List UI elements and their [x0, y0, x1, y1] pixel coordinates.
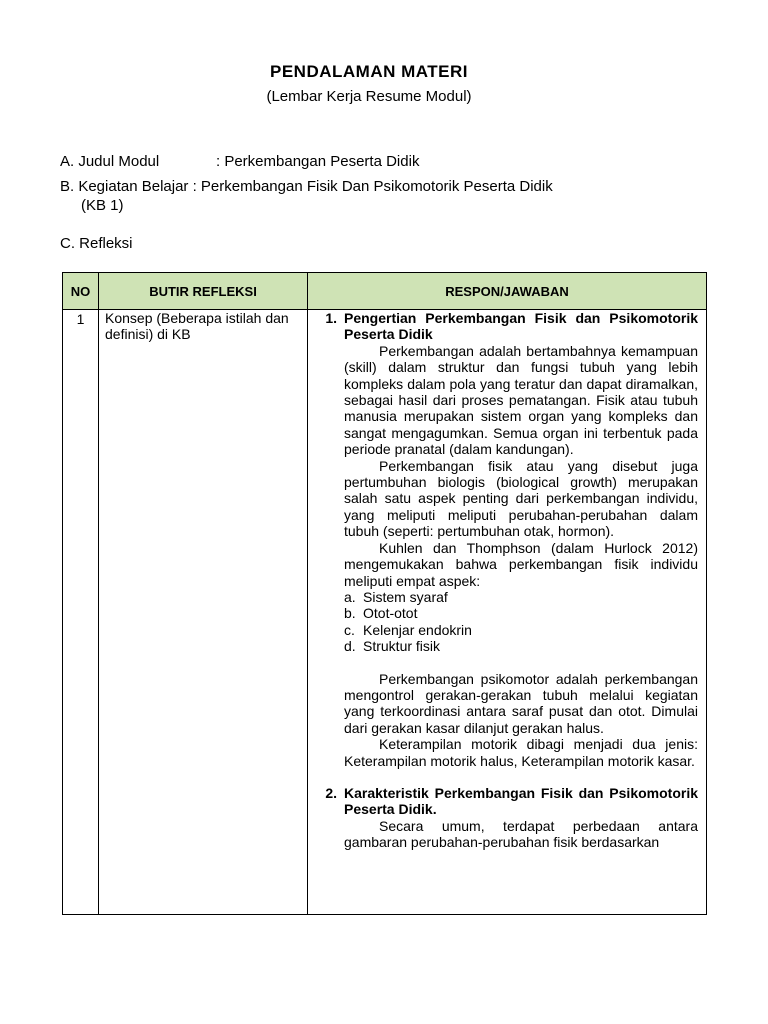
reflection-table [62, 272, 707, 915]
table-header-row [63, 273, 707, 310]
butir-refleksi-cell: Konsep (Beberapa istilah dan definisi) di KB [99, 310, 308, 915]
response-item [308, 785, 698, 851]
judul-modul-value: : Perkembangan Peserta Didik [216, 153, 420, 170]
judul-modul-label: A. Judul Modul [60, 153, 160, 170]
kegiatan-belajar-label: B. Kegiatan Belajar [60, 178, 189, 195]
kegiatan-belajar-cont: (KB 1) [81, 197, 124, 214]
list-item: b. Otot-otot [344, 605, 418, 622]
item-title: Pengertian Perkembangan Fisik dan Psikomotorik Peserta Didik [344, 310, 698, 343]
page-title: PENDALAMAN MATERI [269, 62, 468, 81]
response-item [308, 310, 698, 769]
aspect-list [344, 589, 698, 655]
item-number: 2. [325, 784, 337, 801]
paragraph: Perkembangan adalah bertambahnya kemampuan (skill) dalam struktur dan fungsi tubuh yang lebih kompleks dalam pola yang teratur dan dapat diramalkan, sebagai hasil dari proses pematangan. Fisik atau tubuh manusia merupakan sistem organ yang kompleks dan sangat mengagumkan. Semua organ ini terbentuk pada periode pranatal (dalam kandungan). [344, 342, 698, 458]
list-item: c. Kelenjar endokrin [344, 621, 472, 638]
list-item: a. Sistem syaraf [344, 588, 448, 605]
paragraph: Keterampilan motorik dibagi menjadi dua jenis: Keterampilan motorik halus, Keterampilan motorik kasar. [344, 736, 698, 769]
refleksi-label: C. Refleksi [60, 235, 133, 252]
list-item: d. Struktur fisik [344, 638, 441, 655]
judul-modul-row [60, 152, 419, 171]
item-title: Karakteristik Perkembangan Fisik dan Psikomotorik Peserta Didik. [344, 784, 698, 818]
kegiatan-belajar-value: : Perkembangan Fisik Dan Psikomotorik Peserta Didik [192, 178, 553, 195]
header-butir: BUTIR REFLEKSI [99, 273, 308, 310]
row-number: 1 [63, 310, 99, 915]
paragraph: Kuhlen dan Thomphson (dalam Hurlock 2012) mengemukakan bahwa perkembangan fisik individu meliputi empat aspek: [344, 539, 698, 589]
page-subtitle: (Lembar Kerja Resume Modul) [266, 88, 472, 105]
paragraph: Perkembangan fisik atau yang disebut juga pertumbuhan biologis (biological growth) merupakan salah satu aspek penting dari perkembangan individu, yang meliputi meliputi perubahan-perubahan dalam tubuh (seperti: pertumbuhan otak, hormon). [344, 457, 698, 540]
header-respon: RESPON/JAWABAN [308, 273, 707, 310]
paragraph: Perkembangan psikomotor adalah perkembangan mengontrol gerakan-gerakan tubuh melalui kegiatan yang terkoordinasi antara saraf pusat dan otot. Dimulai dari gerakan kasar dilanjut gerakan halus. [344, 670, 698, 736]
item-number: 1. [325, 310, 337, 326]
respon-cell [308, 310, 707, 915]
kegiatan-belajar-row [60, 177, 700, 215]
header-no: NO [63, 273, 99, 310]
table-row [63, 310, 707, 915]
paragraph: Secara umum, terdapat perbedaan antara gambaran perubahan-perubahan fisik berdasarkan [344, 817, 698, 851]
